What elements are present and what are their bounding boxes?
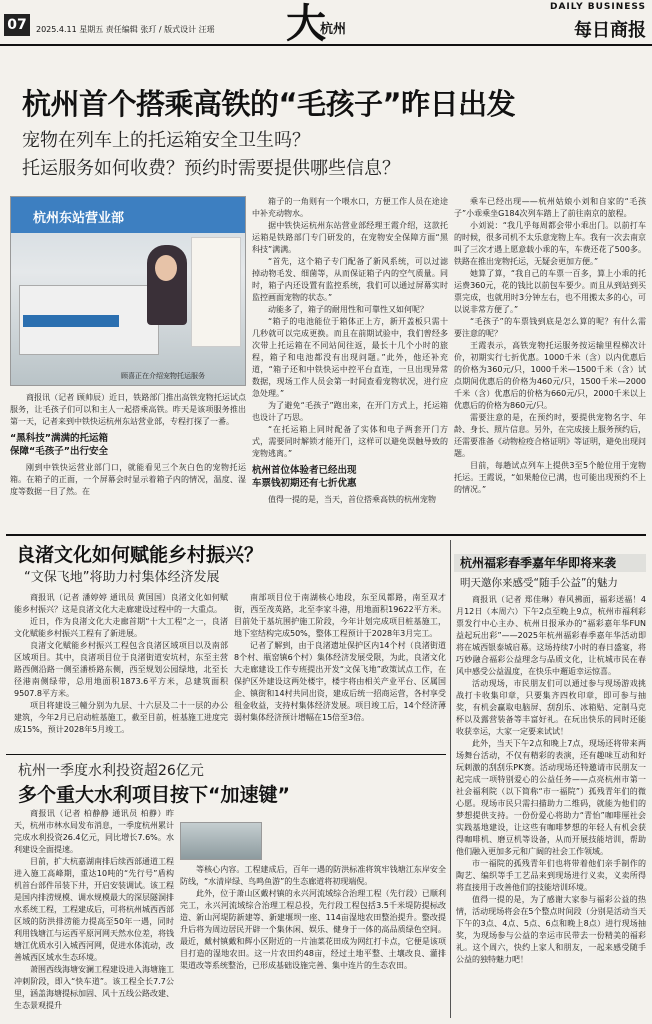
article4-photo bbox=[180, 822, 262, 860]
section-divider-1 bbox=[6, 534, 646, 536]
lead-intro: 商报讯（记者 顾帅辰）近日，铁路部门推出高铁宠物托运试点服务，让毛孩子们可以和主人一起搭乘高铁。昨天是该项服务推出第一天，记者来到中铁快运杭州东站营业部，专程打探了一番。 bbox=[10, 393, 246, 426]
article2-col1-p4: 项目将建设三幢分别为九层、十六层及二十一层的办公建筑，今年2月已启动桩基施工，截至目前，桩基施工进度完成15%，预计2028年5月竣工。 bbox=[14, 701, 228, 734]
article2-col1-p2: 近日，作为良渚文化大走廊首期“十大工程”之一，良渚文化赋能乡村振兴工程有了新进展。 bbox=[14, 617, 228, 638]
article2-column-2 bbox=[234, 592, 446, 750]
article4-subhead: 杭州一季度水利投资超26亿元 bbox=[18, 763, 204, 779]
article4-col2-p2: 此外，位于萧山区戴村镇的永兴河流域综合治理工程（先行段）已顺利完工，永兴河流域综合治理工程总投，先行段工程包括3.5千米堤防提标改造、新山河堤防新建等、新建堰坝一座、114亩湿地农田整治提升。整改提升后将为周边居民开辟一个集休闲、娱乐、健身于一体的高品质绿色空间。最近，戴村镇戴和辉小区附近的一片油菜花田成为网红打卡点，它便是该项目打造的湿地农田。这一片农田约48亩，经过土地平整、土壤改良、灌排渠道改等系统整治，已形成基础设施完善、集中连片的生态农田。 bbox=[180, 889, 446, 970]
lead-col3-p6: 需要注意的是，在预约时，要提供宠物名字、年龄、身长、照片信息。另外，在完成接上服务预约后，还需要准备《动物检疫合格证明》等证明，避免出现问题。 bbox=[454, 413, 646, 458]
lead-col2-p6: 为了避免“毛孩子”跑出来，在开门方式上，托运箱也设计了巧思。 bbox=[252, 401, 448, 422]
article2-column-1 bbox=[14, 592, 228, 750]
lead-deck-1: 宠物在列车上的托运箱安全卫生吗？ bbox=[22, 130, 310, 151]
section-logo-big: 大 bbox=[286, 0, 326, 47]
lead-col2-p5: “箱子的电池能位于箱体正上方，新开盖板只需十几秒就可以完成更换。而且在前期试验中，我们曾经多次带上托运箱在不同站间往返，最长十几个小时的旅程，箱子和电池都没有出现问题。”此外，他还补充道，“箱子还和中铁快运中控平台直连，一旦出现异常数据，现场工作人员会第一时间查看宠物状况，进行应急处理。” bbox=[252, 317, 448, 398]
lead-subhead-2a: 杭州首位体验者已经出现 bbox=[252, 465, 357, 476]
lead-column-1 bbox=[10, 392, 246, 532]
article4-col1-p1: 商报讯（记者 柏静静 通讯员 柏静）昨天，杭州市林水局发布消息，一季度杭州累计完成水利投资26.4亿元，同比增长7.6%。水利建设全面提速。 bbox=[14, 809, 174, 854]
issue-line: 2025.4.11 星期五 责任编辑 张玎 / 版式设计 汪瑶 bbox=[36, 25, 215, 34]
lead-col1-p2: 刚到中铁快运营业部门口，就能看见三个灰白色的宠物托运箱。在箱子的正面，一个屏幕会时显示着箱子内的情况，温度、湿度等数据一目了然。在 bbox=[10, 463, 246, 496]
photo-sign: 杭州东站营业部 bbox=[11, 197, 246, 233]
lead-subhead-1b: 保障“毛孩子”出行安全 bbox=[10, 446, 108, 457]
lead-col2-p3: “首先，这个箱子专门配备了新风系统，可以过滤掉动物毛发、细菌等，从而保证箱子内的空气质量。同时，箱子内还设置有监控系统，我们可以通过屏幕实时监控画面宠物的状态。” bbox=[252, 257, 448, 302]
lead-col2-p8: 值得一提的是，当天，首位搭乘高铁的杭州宠物 bbox=[268, 495, 436, 504]
paper-name-cn: 每日商报 bbox=[574, 20, 646, 41]
article4-col2-p1: 等核心内容。工程建成后，百年一遇的防洪标准将筑牢钱塘江东岸安全防线，“水清岸绿、鸟鸣鱼游”的生态廊道将初现端倪。 bbox=[180, 865, 446, 886]
article3-p3: 此外，当天下午2点和晚上7点，现场还将带来两场舞台活动，不仅有精彩的表演，还有趣味互动和好玩刺激的刮刮乐PK赛。活动现场还特邀请市民朋友一起完成一项特别爱心的公益任务——点亮杭州市第一社会福利院（以下简称“市一福院”）孤残青年们的微心愿。现场市民只需扫描助力二维码，就能为他们的梦想提供支持。一份份爱心将助力“青怡”咖啡厘社会实践基地建设，让这些有咖啡梦想的年轻人有机会获得咖啡机、磨豆机等设备，从而开展技能培训，帮助他们融入更加多元和广阔的社会工作领域。 bbox=[456, 739, 646, 856]
article3-p1: 商报讯（记者 郑佳琳）春风拂面，福彩送福！4月12日（本周六）下午2点至晚上9点，杭州市福利彩票发行中心主办、杭州日报承办的“福彩嘉年华FUN 益起玩出彩”——2025年杭州福彩春季嘉年华活动即将在城西银泰城启幕。这场持续7小时的春日盛宴，将巧妙融合福彩公益理念与品质文化，让杭城市民在春风中感受公益温度，在快乐中邂逅幸运惊喜。 bbox=[456, 595, 646, 676]
masthead bbox=[0, 0, 652, 46]
article4-col1-p3: 萧围西线海塘安澜工程建设进入海塘施工冲刺阶段，即入“快车道”。该工程全长7.7公里，涵盖海塘提标加固、风十五线公路改建、生态景观提升 bbox=[14, 965, 174, 1010]
article3-subhead: 明天邀你来感受“随手公益”的魅力 bbox=[460, 577, 618, 589]
lead-deck-2: 托运服务如何收费？预约时需要提供哪些信息？ bbox=[22, 158, 400, 179]
lead-col2-p1: 箱子的一角则有一个喂水口，方便工作人员在途途中补充动物水。 bbox=[252, 197, 448, 218]
article4-headline: 多个重大水利项目按下“加速键” bbox=[18, 784, 290, 806]
article4-col1-p2: 目前，扩大杭嘉湖南排后续西部通道工程进入施工高峰期，重达10吨的“先行号”盾构机首台部件吊装下井，开启安装调试。该工程是国内排涝规模、调水规模最大的深层隧洞排水系统工程，工程建成后，可将杭州城西西部区域的防洪排涝能力提高至50年一遇，同时利用钱塘江与运西平原河网天然水位差，将钱塘江优质水引入城西河网，促进水体流动，改善城西区域水生态环境。 bbox=[14, 857, 174, 962]
paper-name-en: DAILY BUSINESS bbox=[549, 2, 646, 12]
lead-photo bbox=[10, 196, 246, 386]
section-logo-city: 杭州 bbox=[320, 22, 347, 37]
photo-caption: 顾喜正在介绍宠物托运服务 bbox=[121, 372, 205, 380]
lead-col3-p5: 王霞表示，高铁宠物托运服务按运输里程梯次计价，初期实行七折优惠。1000千米（含）以内优惠后的价格为360元/只，1000千米—1500千米（含）试点期间优惠后的价格为460元/只，1500千米—2000千米（含）优惠后的价格为660元/只，2000千米以上优惠后的价格为860元/只。 bbox=[454, 341, 646, 410]
column-divider bbox=[450, 540, 451, 1018]
lead-col3-p4: “毛孩子”的车票钱到底是怎么算的呢？有什么需要注意的呢？ bbox=[454, 317, 646, 338]
article3-p4: 市一福院的孤残青年们也将带着他们亲手制作的陶艺、编织等手工艺品来到现场进行义卖，义卖所得将直接用于改善他们的技能培训环境。 bbox=[456, 859, 646, 892]
lead-col3-p2: 小刘说：“我几乎每周都会带小乖出门。以前打车的时候，很多司机不太乐意宠物上车。我有一次去南京叫了三次才遇上愿意载小乖的车，车费还花了500多。铁路在推出宠物托运，无疑会更加方便。” bbox=[454, 221, 646, 266]
article4-column-2 bbox=[180, 864, 446, 1020]
photo-counter-strip bbox=[23, 315, 119, 327]
page-number: 07 bbox=[4, 14, 30, 36]
article3-headline: 杭州福彩春季嘉年华即将来袭 bbox=[454, 554, 646, 572]
lead-col2-p2: 据中铁快运杭州东站营业部经理王霞介绍，这款托运箱是铁路部门专门研发的，在宠物安全保障方面“黑科技”满满。 bbox=[252, 221, 448, 254]
article4-column-1 bbox=[14, 808, 174, 1020]
article3-column bbox=[456, 594, 646, 1018]
article2-col2-p1: 南部项目位于南湖核心地段，东至凤都路，南至双才街，西至茂英路，北至李家斗港，用地面积19622平方米。目前处于基坑围护施工阶段，今年计划完成项目桩基施工，地下室结构完成50%，整体工程预计于2028年3月完工。 bbox=[234, 593, 446, 638]
lead-subhead-1a: “黑科技”满满的托运箱 bbox=[10, 433, 108, 444]
article3-p5: 值得一提的是，为了感谢大家参与福彩公益的热情，活动现场将会在5个整点时间段（分别是活动当天下午的3点、4点、5点、6点和晚上8点）进行现场抽奖，为现场参与公益的幸运市民带去一份精美的福彩礼。这个周六，快约上家人和朋友，一起来感受随手公益的独特魅力吧！ bbox=[456, 895, 646, 964]
lead-col3-p1: 乘车已经出现——杭州姑娘小刘和自家的“毛孩子”小乖乘坐G184次列车踏上了前往南京的旅程。 bbox=[454, 197, 646, 218]
lead-subhead-2b: 车票钱初期还有七折优惠 bbox=[252, 478, 357, 489]
lead-column-2 bbox=[252, 196, 448, 532]
article2-col2-p2: 记者了解到，由于良渚遗址保护区内14个村（良渚街道8个村、瓶窑镇6个村）集体经济发展受限，为此，良渚文化大走廊建设工作专班提出开发“文保飞地”政策试点工作，在保护区外建设这两处楼宇，楼宇将由相关产业平台、区属国企、镇街和14村共同出资，建成后统一招商运营，各村享受租金收益，支持村集体经济发展。项目竣工后，14个经济薄弱村集体经济预计增幅在15倍至3倍。 bbox=[234, 641, 446, 722]
lead-headline: 杭州首个搭乘高铁的“毛孩子”昨日出发 bbox=[22, 87, 516, 121]
lead-col2-p7: “在托运箱上同时配备了实体和电子两套开门方式，需要同时解锁才能开门，这样可以避免误触导致的宠物逃离。” bbox=[252, 425, 448, 458]
lead-col3-p3: 她算了算，“我自己的车票一百多，算上小乖的托运费360元，花的钱比以前包车要少。而且从到站到买票完成，也就用时3分钟左右，也不用搬太多的心，可以说非常方便了。” bbox=[454, 269, 646, 314]
photo-poster bbox=[191, 237, 241, 347]
article2-headline: 良渚文化如何赋能乡村振兴？ bbox=[16, 544, 264, 566]
article2-col1-p1: 商报讯（记者 潘婷婷 通讯员 黄国国）良渚文化如何赋能乡村振兴？这是良渚文化大走廊建设过程中的一大重点。 bbox=[14, 593, 228, 614]
lead-col2-p4: 动能多了，箱子的耐用性和可靠性又如何呢？ bbox=[268, 305, 428, 314]
lead-col3-p7: 目前，每趟试点列车上提供3至5个舱位用于宠物托运。王霞说，“如果舱位已满，也可能出现预约不上的情况。” bbox=[454, 461, 646, 494]
photo-face bbox=[155, 255, 177, 281]
article3-p2: 活动现场，市民朋友们可以通过参与现场游戏挑战打卡收集印章，只要集齐四枚印章，即可参与抽奖，有机会赢取电脑屏、刮刮乐、冰箱贴、定制马克杯以及露营装备等丰富好礼。在玩出快乐的同时还能收获幸运，大家一定要来试试！ bbox=[456, 679, 646, 736]
lead-column-3 bbox=[454, 196, 646, 532]
section-divider-2 bbox=[6, 754, 446, 755]
article2-subhead: “文保飞地”将助力村集体经济发展 bbox=[24, 570, 220, 585]
article2-col1-p3: 良渚文化赋能乡村振兴工程包含良渚区域项目以及南部区域项目。其中，良渚项目位于良渚街道安坑村，东至主营路西侧沿路一侧至潘桥路东侧，西至规划公园绿地，北至长径港南侧绿带，总用地面积1873.6平方米，总建筑面积9507.8平方米。 bbox=[14, 641, 228, 698]
